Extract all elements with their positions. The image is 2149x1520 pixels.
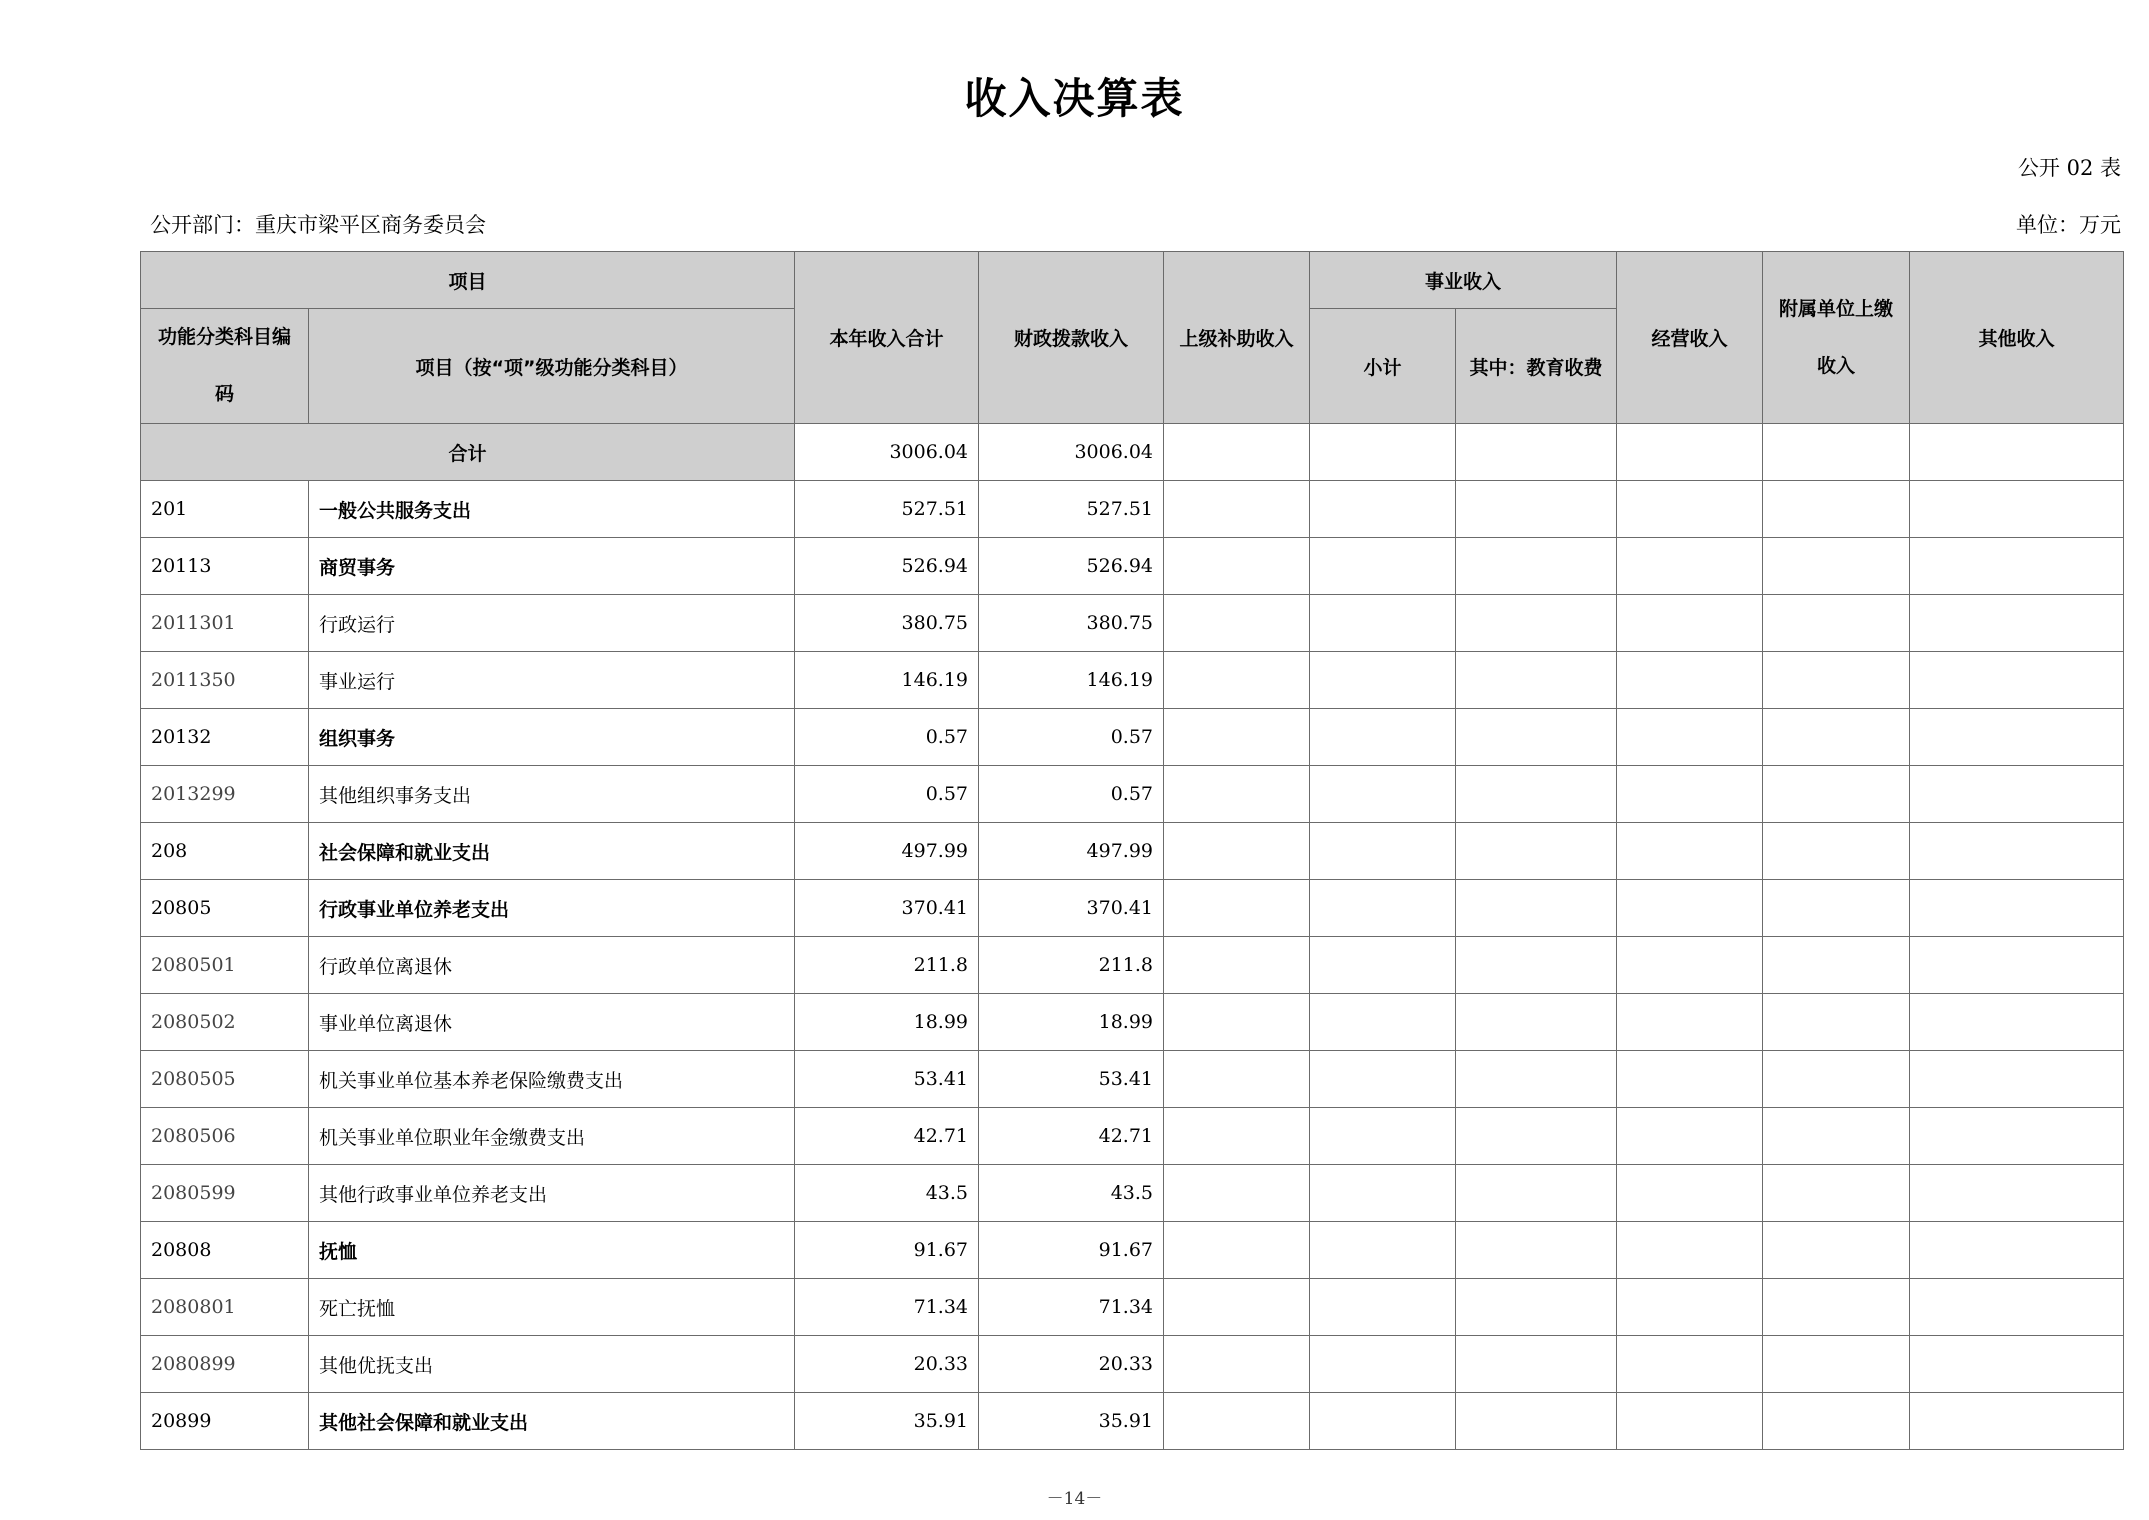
empty-cell [1763,1165,1910,1222]
table-row [141,652,2124,709]
project-name-cell: 其他行政事业单位养老支出 [309,1165,795,1222]
empty-cell [1310,481,1456,538]
empty-cell [1456,424,1617,481]
empty-cell [1910,937,2124,994]
empty-cell [1164,1336,1310,1393]
total-income-cell: 526.94 [795,538,979,595]
empty-cell [1617,709,1763,766]
project-name-cell: 其他组织事务支出 [309,766,795,823]
empty-cell [1164,823,1310,880]
empty-cell [1910,1165,2124,1222]
project-name-cell: 行政事业单位养老支出 [309,880,795,937]
project-name-cell: 抚恤 [309,1222,795,1279]
project-name-cell: 死亡抚恤 [309,1279,795,1336]
total-row-total: 3006.04 [795,424,979,481]
code-cell: 2080501 [141,937,309,994]
empty-cell [1456,823,1617,880]
project-name-cell: 事业运行 [309,652,795,709]
code-cell: 20899 [141,1393,309,1450]
empty-cell [1617,1336,1763,1393]
table-row [141,1393,2124,1450]
empty-cell [1310,766,1456,823]
table-row [141,1279,2124,1336]
empty-cell [1456,1165,1617,1222]
empty-cell [1164,652,1310,709]
table-row [141,595,2124,652]
code-cell: 2080506 [141,1108,309,1165]
empty-cell [1617,880,1763,937]
empty-cell [1456,994,1617,1051]
empty-cell [1617,823,1763,880]
empty-cell [1910,538,2124,595]
header-fiscal: 财政拨款收入 [979,252,1164,424]
page-title: 收入决算表 [964,74,1185,123]
empty-cell [1910,1108,2124,1165]
empty-cell [1763,1279,1910,1336]
header-operating: 经营收入 [1617,252,1763,424]
empty-cell [1310,1279,1456,1336]
table-row [141,1222,2124,1279]
empty-cell [1456,880,1617,937]
fiscal-income-cell: 43.5 [979,1165,1164,1222]
empty-cell [1310,709,1456,766]
total-income-cell: 20.33 [795,1336,979,1393]
empty-cell [1456,1051,1617,1108]
fiscal-income-cell: 146.19 [979,652,1164,709]
table-row [141,538,2124,595]
fiscal-income-cell: 35.91 [979,1393,1164,1450]
total-row-fiscal: 3006.04 [979,424,1164,481]
empty-cell [1164,1279,1310,1336]
table-row [141,994,2124,1051]
code-cell: 2080502 [141,994,309,1051]
fiscal-income-cell: 42.71 [979,1108,1164,1165]
fiscal-income-cell: 53.41 [979,1051,1164,1108]
empty-cell [1617,1222,1763,1279]
project-name-cell: 社会保障和就业支出 [309,823,795,880]
total-income-cell: 0.57 [795,766,979,823]
table-row [141,766,2124,823]
empty-cell [1310,1336,1456,1393]
empty-cell [1763,1393,1910,1450]
project-name-cell: 一般公共服务支出 [309,481,795,538]
empty-cell [1910,994,2124,1051]
project-name-cell: 机关事业单位基本养老保险缴费支出 [309,1051,795,1108]
empty-cell [1164,994,1310,1051]
fiscal-income-cell: 526.94 [979,538,1164,595]
fiscal-income-cell: 20.33 [979,1336,1164,1393]
project-name-cell: 其他社会保障和就业支出 [309,1393,795,1450]
empty-cell [1310,538,1456,595]
fiscal-income-cell: 0.57 [979,766,1164,823]
table-row [141,1108,2124,1165]
empty-cell [1456,1336,1617,1393]
empty-cell [1310,1108,1456,1165]
empty-cell [1910,1051,2124,1108]
project-name-cell: 行政单位离退休 [309,937,795,994]
header-affiliate: 附属单位上缴收入 [1763,252,1910,424]
code-cell: 2080899 [141,1336,309,1393]
code-cell: 2080801 [141,1279,309,1336]
total-income-cell: 43.5 [795,1165,979,1222]
empty-cell [1456,481,1617,538]
empty-cell [1910,766,2124,823]
empty-cell [1456,766,1617,823]
empty-cell [1763,481,1910,538]
table-row [141,481,2124,538]
empty-cell [1310,652,1456,709]
total-income-cell: 91.67 [795,1222,979,1279]
header-business-group: 事业收入 [1310,252,1617,309]
empty-cell [1763,709,1910,766]
code-cell: 20132 [141,709,309,766]
empty-cell [1910,880,2124,937]
empty-cell [1763,937,1910,994]
total-income-cell: 53.41 [795,1051,979,1108]
empty-cell [1617,424,1763,481]
empty-cell [1910,1279,2124,1336]
empty-cell [1456,937,1617,994]
total-income-cell: 370.41 [795,880,979,937]
total-income-cell: 527.51 [795,481,979,538]
empty-cell [1617,1165,1763,1222]
header-superior: 上级补助收入 [1164,252,1310,424]
table-row [141,1336,2124,1393]
empty-cell [1164,424,1310,481]
project-name-cell: 商贸事务 [309,538,795,595]
empty-cell [1763,1051,1910,1108]
empty-cell [1910,481,2124,538]
page-number: －14－ [1046,1489,1103,1509]
code-cell: 2013299 [141,766,309,823]
total-income-cell: 146.19 [795,652,979,709]
code-cell: 2080505 [141,1051,309,1108]
header-total: 本年收入合计 [795,252,979,424]
empty-cell [1456,595,1617,652]
empty-cell [1164,937,1310,994]
fiscal-income-cell: 497.99 [979,823,1164,880]
empty-cell [1310,1393,1456,1450]
empty-cell [1910,1393,2124,1450]
code-cell: 208 [141,823,309,880]
empty-cell [1164,1051,1310,1108]
empty-cell [1456,709,1617,766]
empty-cell [1763,1336,1910,1393]
empty-cell [1617,538,1763,595]
table-row [141,880,2124,937]
header-education: 其中：教育收费 [1456,309,1617,424]
empty-cell [1164,709,1310,766]
empty-cell [1910,595,2124,652]
empty-cell [1910,709,2124,766]
header-project: 项目（按“项”级功能分类科目） [309,309,795,424]
total-income-cell: 211.8 [795,937,979,994]
empty-cell [1310,1051,1456,1108]
empty-cell [1164,1222,1310,1279]
empty-cell [1763,595,1910,652]
empty-cell [1310,880,1456,937]
empty-cell [1763,880,1910,937]
empty-cell [1617,652,1763,709]
code-cell: 2011350 [141,652,309,709]
code-cell: 20113 [141,538,309,595]
empty-cell [1164,481,1310,538]
empty-cell [1617,937,1763,994]
project-name-cell: 机关事业单位职业年金缴费支出 [309,1108,795,1165]
empty-cell [1456,538,1617,595]
empty-cell [1910,652,2124,709]
table-row [141,823,2124,880]
header-subtotal: 小计 [1310,309,1456,424]
empty-cell [1456,1279,1617,1336]
code-cell: 2080599 [141,1165,309,1222]
empty-cell [1763,1108,1910,1165]
empty-cell [1617,595,1763,652]
fiscal-income-cell: 527.51 [979,481,1164,538]
fiscal-income-cell: 91.67 [979,1222,1164,1279]
empty-cell [1617,1279,1763,1336]
empty-cell [1164,1165,1310,1222]
table-row [141,937,2124,994]
empty-cell [1763,823,1910,880]
project-name-cell: 组织事务 [309,709,795,766]
header-other: 其他收入 [1910,252,2124,424]
empty-cell [1910,424,2124,481]
fiscal-income-cell: 0.57 [979,709,1164,766]
code-cell: 201 [141,481,309,538]
empty-cell [1617,994,1763,1051]
empty-cell [1310,1165,1456,1222]
fiscal-income-cell: 380.75 [979,595,1164,652]
project-name-cell: 事业单位离退休 [309,994,795,1051]
total-row [141,424,2124,481]
total-income-cell: 497.99 [795,823,979,880]
empty-cell [1910,1336,2124,1393]
total-income-cell: 35.91 [795,1393,979,1450]
total-label: 合计 [141,424,795,481]
empty-cell [1164,538,1310,595]
header-code: 功能分类科目编码 [141,309,309,424]
project-name-cell: 其他优抚支出 [309,1336,795,1393]
income-table [140,251,2124,1450]
table-row [141,709,2124,766]
empty-cell [1310,595,1456,652]
code-cell: 2011301 [141,595,309,652]
fiscal-income-cell: 18.99 [979,994,1164,1051]
empty-cell [1164,766,1310,823]
code-cell: 20805 [141,880,309,937]
empty-cell [1164,595,1310,652]
empty-cell [1164,880,1310,937]
empty-cell [1617,1051,1763,1108]
empty-cell [1310,994,1456,1051]
total-income-cell: 0.57 [795,709,979,766]
total-income-cell: 42.71 [795,1108,979,1165]
total-income-cell: 71.34 [795,1279,979,1336]
empty-cell [1763,652,1910,709]
empty-cell [1310,424,1456,481]
fiscal-income-cell: 370.41 [979,880,1164,937]
department-label: 公开部门：重庆市梁平区商务委员会 [150,213,486,237]
fiscal-income-cell: 211.8 [979,937,1164,994]
empty-cell [1456,1222,1617,1279]
table-row [141,1051,2124,1108]
empty-cell [1456,1393,1617,1450]
empty-cell [1164,1108,1310,1165]
empty-cell [1763,1222,1910,1279]
empty-cell [1310,823,1456,880]
empty-cell [1456,652,1617,709]
code-cell: 20808 [141,1222,309,1279]
total-income-cell: 380.75 [795,595,979,652]
empty-cell [1617,766,1763,823]
unit-label: 单位：万元 [2016,213,2121,237]
fiscal-income-cell: 71.34 [979,1279,1164,1336]
table-body [141,424,2124,1450]
header-project-group: 项目 [141,252,795,309]
empty-cell [1910,823,2124,880]
empty-cell [1910,1222,2124,1279]
form-number: 公开 02 表 [2017,156,2121,180]
empty-cell [1456,1108,1617,1165]
empty-cell [1310,937,1456,994]
empty-cell [1310,1222,1456,1279]
project-name-cell: 行政运行 [309,595,795,652]
empty-cell [1763,424,1910,481]
total-income-cell: 18.99 [795,994,979,1051]
empty-cell [1617,1393,1763,1450]
empty-cell [1617,1108,1763,1165]
empty-cell [1763,538,1910,595]
empty-cell [1763,766,1910,823]
empty-cell [1763,994,1910,1051]
table-row [141,1165,2124,1222]
empty-cell [1617,481,1763,538]
empty-cell [1164,1393,1310,1450]
